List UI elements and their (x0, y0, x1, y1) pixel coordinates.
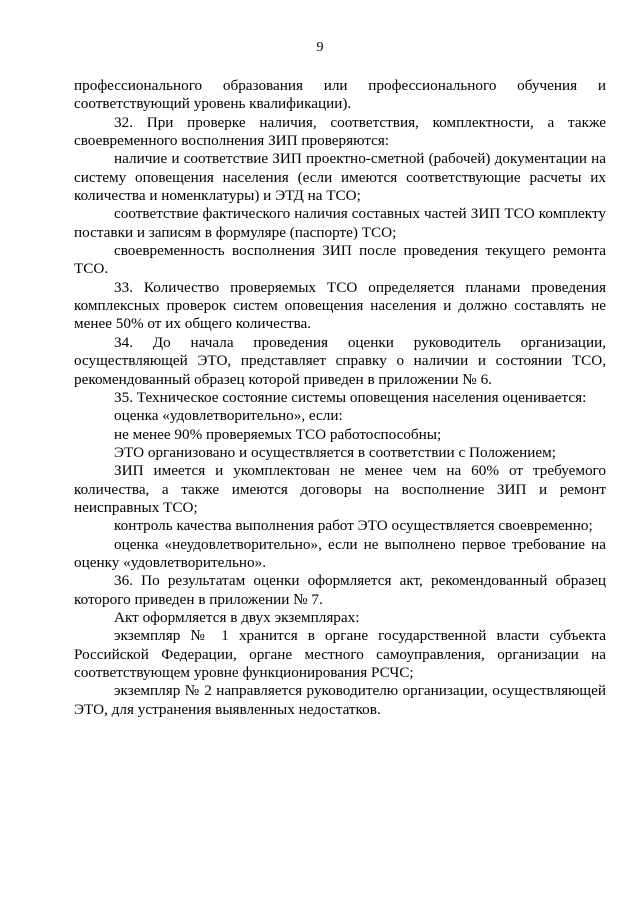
paragraph-criterion-eto: ЭТО организовано и осуществляется в соответствии с Положением; (114, 443, 556, 461)
paragraph-item-33: 33. Количество проверяемых ТСО определяется планами проведения комплексных проверок систем оповещения населения и должно составлять не менее 50% от их общего количества. (74, 278, 606, 333)
paragraph-item-32: 32. При проверке наличия, соответствия, комплектности, а также своевременного восполнения ЗИП проверяются: (74, 113, 606, 150)
paragraph-copy-2: экземпляр № 2 направляется руководителю организации, осуществляющей ЭТО, для устранения выявленных недостатков. (74, 682, 606, 718)
document-body (74, 77, 606, 719)
paragraph-rating-unsatisfactory: оценка «неудовлетворительно», если не выполнено первое требование на оценку «удовлетворительно». (74, 535, 606, 571)
paragraph-criterion-zip: ЗИП имеется и укомплектован не менее чем на 60% от требуемого количества, а также имеются договоры на восполнение ЗИП и ремонт неисправных ТСО; (74, 462, 606, 516)
paragraph-zip-actual: соответствие фактического наличия составных частей ЗИП ТСО комплекту поставки и записям в формуляре (паспорте) ТСО; (74, 205, 606, 241)
paragraph-copy-1: экземпляр № 1 хранится в органе государственной власти субъекта Российской Федерации, органе местного самоуправления, организации на соответствующем уровне функционирования РСЧС; (74, 627, 606, 681)
paragraph-criterion-90: не менее 90% проверяемых ТСО работоспособны; (114, 425, 442, 443)
paragraph-act-copies: Акт оформляется в двух экземплярах: (114, 608, 360, 626)
paragraph-item-35: 35. Техническое состояние системы оповещения населения оценивается: (114, 388, 587, 406)
paragraph-zip-timeliness: своевременность восполнения ЗИП после проведения текущего ремонта ТСО. (74, 242, 606, 278)
paragraph-item-34: 34. До начала проведения оценки руководитель организации, осуществляющей ЭТО, представляет справку о наличии и состоянии ТСО, рекомендованный образец которой приведен в приложении № 6. (74, 333, 606, 388)
page-number: 9 (316, 40, 324, 55)
paragraph-item-36: 36. По результатам оценки оформляется акт, рекомендованный образец которого приведен в приложении № 7. (74, 572, 606, 608)
paragraph-continuation: профессионального образования или профессионального обучения и соответствующий уровень квалификации). (74, 77, 606, 113)
paragraph-criterion-quality: контроль качества выполнения работ ЭТО осуществляется своевременно; (114, 517, 593, 535)
paragraph-rating-satisfactory: оценка «удовлетворительно», если: (114, 407, 343, 425)
paragraph-zip-compliance: наличие и соответствие ЗИП проектно-сметной (рабочей) документации на систему оповещения населения (если имеются соответствующие расчеты их количества и номенклатуры) и ЭТД на ТСО; (74, 150, 606, 205)
